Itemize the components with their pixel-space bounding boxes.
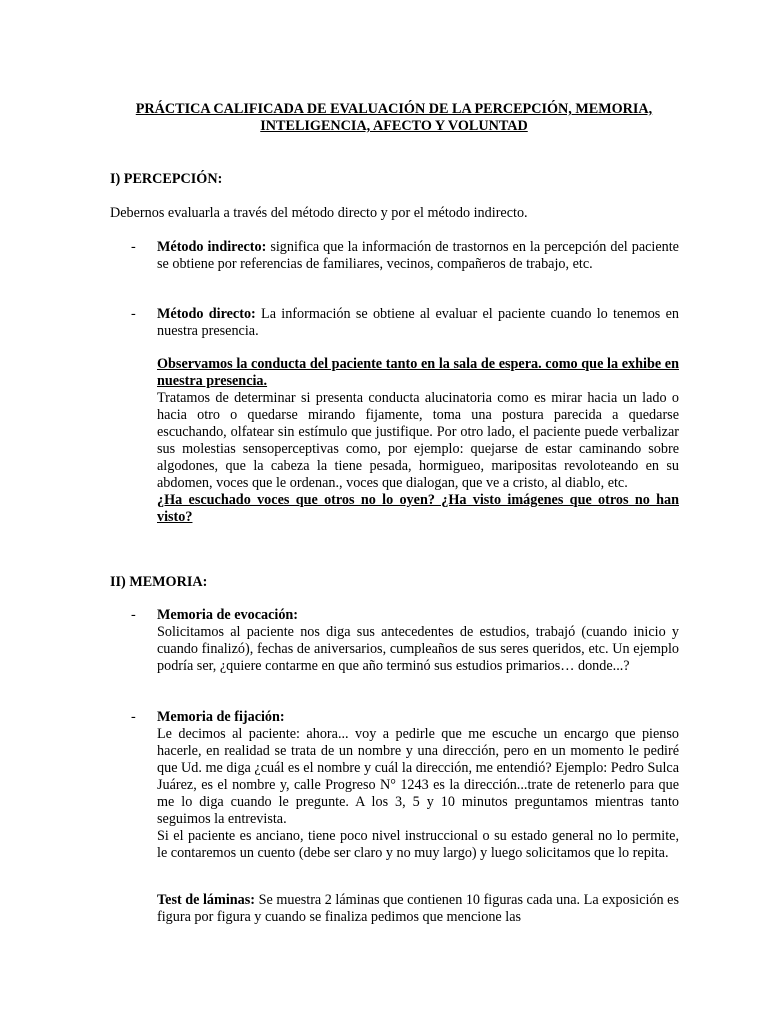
test-label: Test de láminas: xyxy=(157,892,256,908)
title-line-2: INTELIGENCIA, AFECTO Y VOLUNTAD xyxy=(260,118,528,134)
observation-body: Tratamos de determinar si presenta conducta alucinatoria como es mirar hacia un lado o hacia otro o quedarse mirando fijamente, toma una postura parecida a quedarse escuchando, olfatear sin estímulo que justifique. Por otro lado, el paciente puede verbalizar sus molestias sensoperceptivas como, por ejemplo: quejarse de estar caminando sobre algodones, que la cabeza la tiene pesada, hormigueo, maripositas revoloteando en su abdomen, voces que le ordenan., voces que dialogan, que ve a cristo, al diablo, etc. xyxy=(157,390,679,491)
bullet-text: Le decimos al paciente: ahora... voy a pedirle que me escuche un encargo que pienso hacerle, en realidad se trata de un nombre y una dirección, pero en un momento le pediré que Ud. me diga ¿cuál es el nombre y cuál la dirección, me entendió? Ejemplo: Pedro Sulca Juárez, es el nombre y, calle Progreso N° 1243 es la dirección...trate de retenerlo para que me lo diga cuando le pregunte. A los 3, 5 y 10 minutos preguntamos mientras tanto seguimos la entrevista. xyxy=(157,726,679,827)
bullet-text: Solicitamos al paciente nos diga sus antecedentes de estudios, trabajó (cuando inicio y cuando finalizó), fechas de aniversarios, cumpleaños de sus seres queridos, etc. Un ejemplo podría ser, ¿quiere contarme en que año terminó sus estudios primarios… donde...? xyxy=(157,624,679,674)
bullet-label: Memoria de fijación: xyxy=(157,709,285,725)
bullet-dash: - xyxy=(131,239,136,255)
observation-question: ¿Ha escuchado voces que otros no lo oyen? ¿Ha visto imágenes que otros no han visto? xyxy=(157,492,679,525)
bullet-metodo-directo xyxy=(157,306,679,340)
bullet-dash: - xyxy=(131,306,136,322)
test-text: Se muestra 2 láminas que contienen 10 figuras cada una. La exposición es figura por figura y cuando se finaliza pedimos que mencione las xyxy=(157,892,679,925)
bullet-text-2: Si el paciente es anciano, tiene poco nivel instruccional o su estado general no lo permite, le contaremos un cuento (debe ser claro y no muy largo) y luego solicitamos que lo repita. xyxy=(157,828,679,861)
bullet-label: Método indirecto: xyxy=(157,239,267,255)
bullet-text: significa que la información de trastornos en la percepción del paciente se obtiene por referencias de familiares, vecinos, compañeros de trabajo, etc. xyxy=(157,239,679,272)
bullet-text: La información se obtiene al evaluar el paciente cuando lo tenemos en nuestra presencia. xyxy=(157,306,679,339)
bullet-label: Memoria de evocación: xyxy=(157,607,299,623)
title-line-1: PRÁCTICA CALIFICADA DE EVALUACIÓN DE LA PERCEPCIÓN, MEMORIA, xyxy=(135,101,653,117)
document-title xyxy=(100,101,688,135)
test-laminas-paragraph xyxy=(157,892,679,926)
bullet-metodo-indirecto xyxy=(157,239,679,273)
bullet-dash: - xyxy=(131,709,136,725)
bullet-label: Método directo: xyxy=(157,306,256,322)
observation-heading: Observamos la conducta del paciente tanto en la sala de espera. como que la exhibe en nuestra presencia. xyxy=(157,356,679,389)
observation-block xyxy=(157,356,679,526)
section-heading-memoria: II) MEMORIA: xyxy=(110,574,208,590)
bullet-dash: - xyxy=(131,607,136,623)
section-intro: Debernos evaluarla a través del método directo y por el método indirecto. xyxy=(110,205,528,221)
bullet-memoria-fijacion xyxy=(157,709,679,862)
bullet-memoria-evocacion xyxy=(157,607,679,675)
section-heading-percepcion: I) PERCEPCIÓN: xyxy=(110,171,223,187)
